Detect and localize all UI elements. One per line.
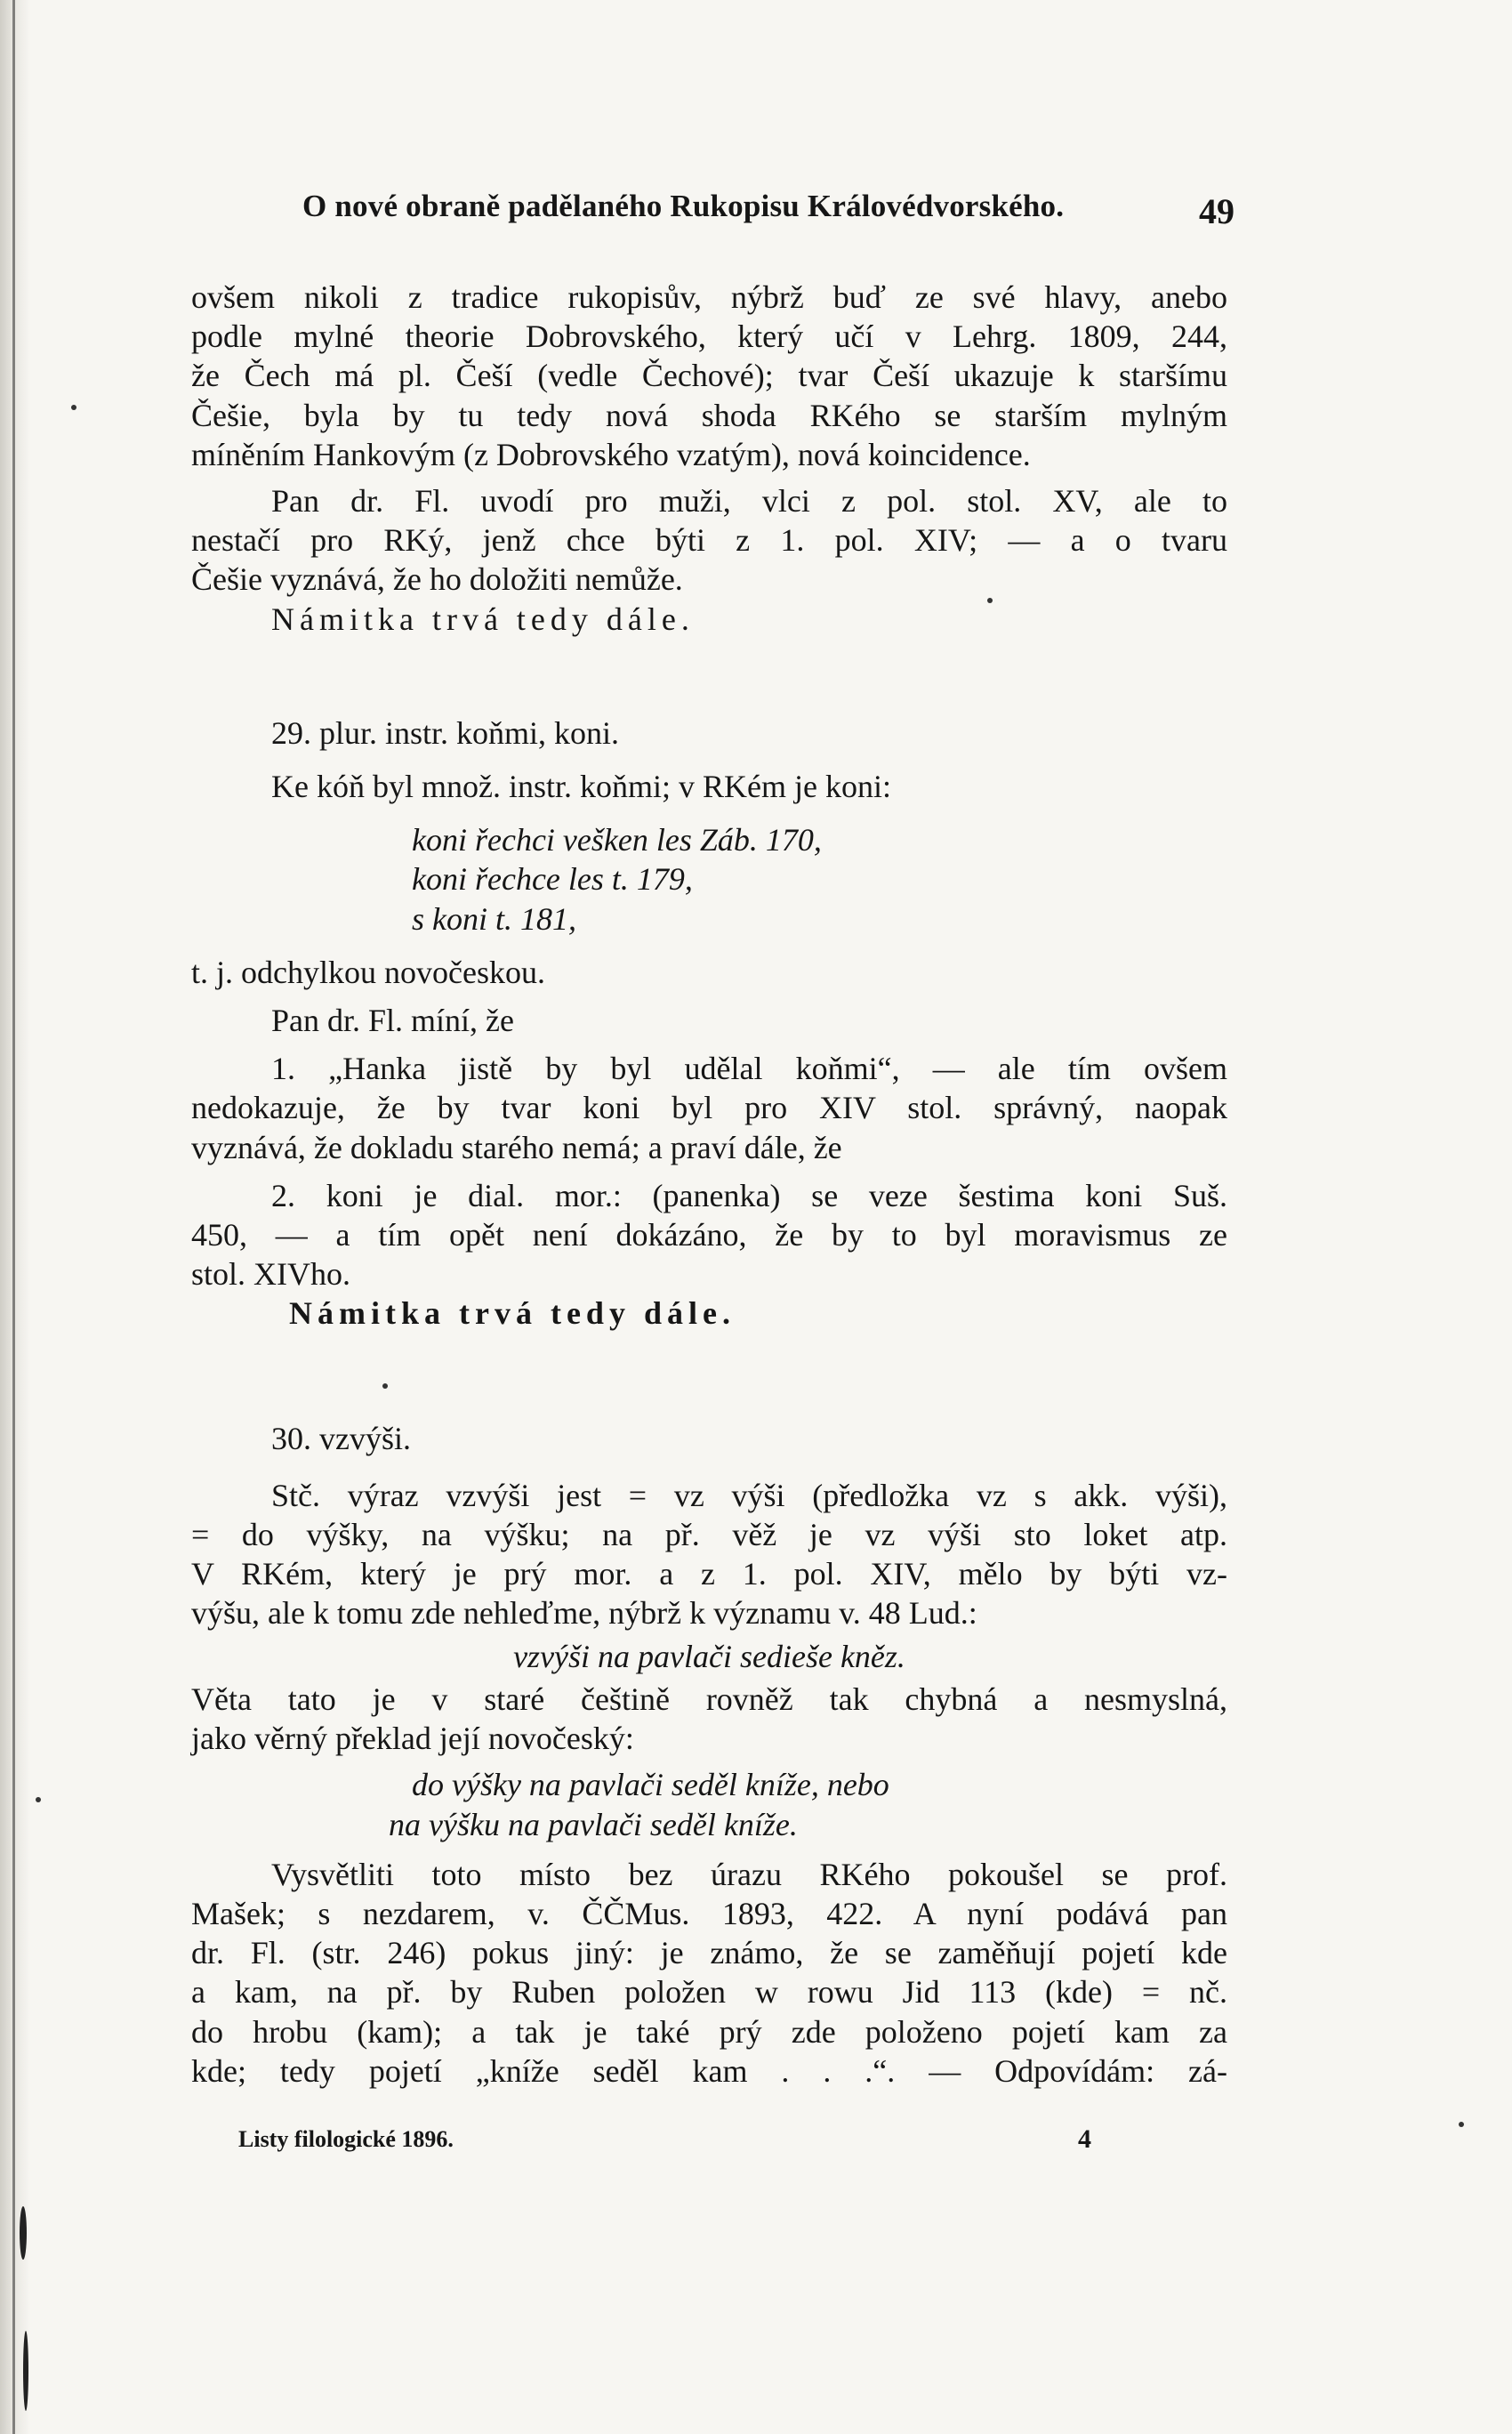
quote-line: koni řechce les t. 179,: [412, 861, 693, 898]
text-line: stol. XIVho.: [191, 1256, 350, 1293]
text-line: Pan dr. Fl. uvodí pro muži, vlci z pol. stol. XV, ale to: [271, 483, 1227, 520]
scan-speck: [987, 598, 993, 603]
quote-line: koni řechci vešken les Záb. 170,: [412, 822, 822, 858]
text-line: Ke kóň byl množ. instr. koňmi; v RKém je koni:: [271, 769, 891, 805]
text-line: ovšem nikoli z tradice rukopisův, nýbrž buď ze své hlavy, anebo: [191, 279, 1227, 315]
quote-line: do výšky na pavlači seděl kníže, nebo: [412, 1767, 889, 1803]
section-29: [191, 713, 1227, 1334]
section-heading: 30. vzvýši.: [271, 1420, 411, 1456]
objection-line: Námitka trvá tedy dále.: [271, 600, 695, 637]
scan-speck: [1459, 2122, 1464, 2127]
scan-speck: [36, 1797, 41, 1802]
text-line: t. j. odchylkou novočeskou.: [191, 954, 545, 990]
page-number: 49: [1199, 191, 1235, 231]
text-line: do hrobu (kam); a tak je také prý zde položeno pojetí kam za: [191, 2013, 1227, 2050]
quote-line: vzvýši na pavlači sedieše kněz.: [513, 1638, 905, 1674]
text-line: nedokazuje, že by tvar koni byl pro XIV stol. správný, naopak: [191, 1090, 1227, 1126]
paragraph-intro: [191, 278, 1227, 474]
text-line: Mašek; s nezdarem, v. ČČMus. 1893, 422. A nyní podává pan: [191, 1895, 1227, 1931]
text-line: míněním Hankovým (z Dobrovského vzatým), nová koincidence.: [191, 436, 1031, 472]
objection-line: Námitka trvá tedy dále.: [289, 1295, 736, 1332]
page-body: [191, 278, 1227, 2091]
text-line: V RKém, který je prý mor. a z 1. pol. XIV, mělo by býti vz-: [191, 1556, 1227, 1592]
text-line: kde; tedy pojetí „kníže seděl kam . . .“. — Odpovídám: zá-: [191, 2052, 1227, 2089]
text-line: Češie vyznává, že ho doložiti nemůže.: [191, 561, 683, 598]
scan-page-edge: [0, 0, 30, 2434]
text-line: 1. „Hanka jistě by byl udělal koňmi“, — ale tím ovšem: [271, 1051, 1227, 1087]
paragraph-fl-muzi: [191, 481, 1227, 639]
text-line: 2. koni je dial. mor.: (panenka) se veze šestima koni Suš.: [271, 1177, 1227, 1213]
text-line: 450, — a tím opět není dokázáno, že by to byl moravismus ze: [191, 1217, 1227, 1253]
text-line: vyznává, že dokladu starého nemá; a praví dále, že: [191, 1129, 842, 1165]
scan-speck: [382, 1383, 388, 1389]
quote-line: s koni t. 181,: [412, 900, 576, 937]
text-line: nestačí pro RKý, jenž chce býti z 1. pol. XIV; — a o tvaru: [191, 522, 1227, 559]
scan-binding-line: [12, 0, 15, 2434]
text-line: = do výšky, na výšku; na př. věž je vz výši sto loket atp.: [191, 1517, 1227, 1553]
text-line: výšu, ale k tomu zde nehleďme, nýbrž k významu v. 48 Lud.:: [191, 1595, 977, 1632]
section-30: [191, 1419, 1227, 2091]
scan-mark: [20, 2206, 27, 2260]
quote-line: na výšku na pavlači seděl kníže.: [389, 1806, 798, 1842]
section-heading: 29. plur. instr. koňmi, koni.: [271, 714, 620, 751]
text-line: dr. Fl. (str. 246) pokus jiný: je známo, že se zaměňují pojetí kde: [191, 1935, 1227, 1971]
scan-speck: [71, 405, 76, 410]
scan-mark: [23, 2331, 28, 2411]
text-line: a kam, na př. by Ruben položen w rowu Jid 113 (kde) = nč.: [191, 1974, 1227, 2011]
footer-journal: Listy filologické 1896.: [238, 2126, 454, 2152]
footer-signature: 4: [1078, 2124, 1091, 2154]
text-line: Pan dr. Fl. míní, že: [271, 1003, 514, 1039]
text-line: Vysvětliti toto místo bez úrazu RKého pokoušel se prof.: [271, 1856, 1227, 1892]
text-line: Stč. výraz vzvýši jest = vz výši (předložka vz s akk. výši),: [271, 1477, 1227, 1513]
text-line: jako věrný překlad její novočeský:: [191, 1721, 634, 1757]
text-line: podle mylné theorie Dobrovského, který učí v Lehrg. 1809, 244,: [191, 318, 1227, 355]
text-line: že Čech má pl. Češí (vedle Čechové); tvar Češí ukazuje k staršímu: [191, 358, 1227, 394]
text-line: Češie, byla by tu tedy nová shoda RKého se starším mylným: [191, 397, 1227, 433]
text-line: Věta tato je v staré češtině rovněž tak chybná a nesmyslná,: [191, 1680, 1227, 1717]
running-title: O nové obraně padělaného Rukopisu Královédvorského.: [302, 189, 1065, 223]
